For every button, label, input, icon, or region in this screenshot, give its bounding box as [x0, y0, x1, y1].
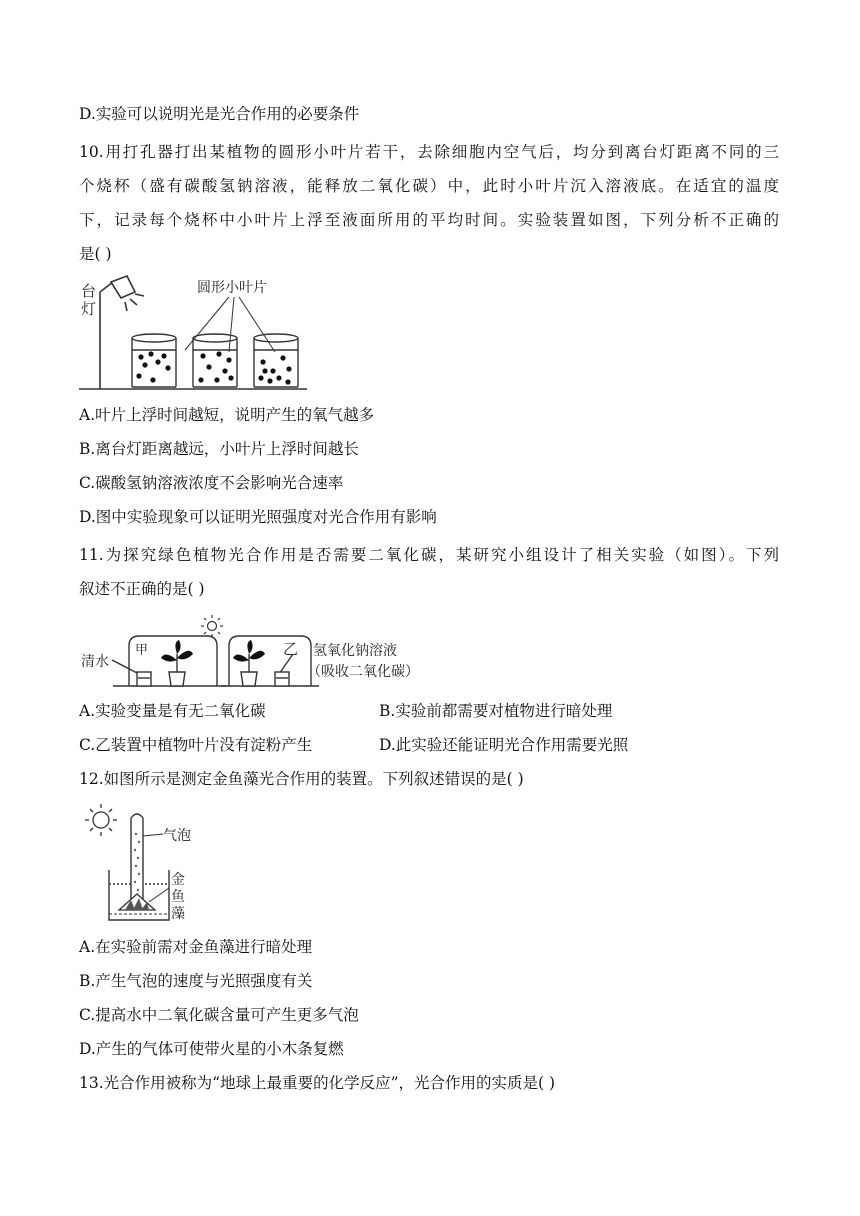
plant-label-2: 鱼	[171, 889, 185, 905]
q12-option-b: B.产生气泡的速度与光照强度有关	[79, 972, 313, 990]
q11-stem-line-1: 11.为探究绿色植物光合作用是否需要二氧化碳，某研究小组设计了相关实验（如图）。下列	[79, 546, 779, 564]
lamp-label-2: 灯	[81, 300, 97, 318]
water-label: 清水	[81, 654, 109, 670]
leaf-discs	[136, 351, 291, 384]
sun-icon	[201, 615, 223, 637]
q9-option-d: D.实验可以说明光是光合作用的必要条件	[79, 105, 360, 123]
q11-option-b: B.实验前都需要对植物进行暗处理	[379, 702, 613, 720]
sun-icon	[85, 804, 117, 836]
q10-option-d: D.图中实验现象可以证明光照强度对光合作用有影响	[79, 508, 437, 526]
bubble-label: 气泡	[163, 828, 191, 844]
q10-option-c: C.碳酸氢钠溶液浓度不会影响光合速率	[79, 474, 344, 492]
q11-stem-line-2: 叙述不正确的是( )	[79, 580, 205, 598]
potted-plant-yi	[233, 640, 265, 686]
q12-stem: 12.如图所示是测定金鱼藻光合作用的装置。下列叙述错误的是( )	[79, 770, 524, 788]
q12-figure-hornwort	[79, 798, 209, 924]
potted-plant-jia	[161, 640, 193, 686]
bell-jar-yi	[221, 636, 319, 686]
q10-option-b: B.离台灯距离越远，小叶片上浮时间越长	[79, 440, 359, 458]
jia-label: 甲	[135, 643, 149, 658]
leaf-label: 圆形小叶片	[197, 280, 267, 296]
q10-stem-line-3: 下，记录每个烧杯中小叶片上浮至液面所用的平均时间。实验装置如图，下列分析不正确的	[79, 211, 779, 229]
lamp-label-1: 台	[81, 282, 97, 300]
q10-stem-line-2: 个烧杯（盛有碳酸氢钠溶液，能释放二氧化碳）中，此时小叶片沉入溶液底。在适宜的温度	[79, 177, 779, 195]
q12-option-d: D.产生的气体可使带火星的小木条复燃	[79, 1040, 344, 1058]
q10-figure-lamp-beakers	[79, 272, 309, 394]
q10-stem-line-4: 是( )	[79, 245, 112, 263]
q11-option-c: C.乙装置中植物叶片没有淀粉产生	[79, 736, 313, 754]
q11-option-d: D.此实验还能证明光合作用需要光照	[379, 736, 629, 754]
q12-option-c: C.提高水中二氧化碳含量可产生更多气泡	[79, 1006, 359, 1024]
q11-figure-bell-jars	[79, 610, 459, 692]
naoh-note: （吸收二氧化碳）	[307, 664, 419, 680]
naoh-label: 氢氧化钠溶液	[313, 643, 397, 659]
q10-stem-line-1: 10.用打孔器打出某植物的圆形小叶片若干，去除细胞内空气后，均分到离台灯距离不同的三	[79, 143, 779, 161]
yi-label: 乙	[283, 640, 299, 658]
plant-label-1: 金	[171, 872, 185, 888]
q10-option-a: A.叶片上浮时间越短，说明产生的氧气越多	[79, 406, 375, 424]
q13-stem: 13.光合作用被称为“地球上最重要的化学反应”，光合作用的实质是( )	[79, 1074, 556, 1092]
q11-option-a: A.实验变量是有无二氧化碳	[79, 702, 266, 720]
q12-option-a: A.在实验前需对金鱼藻进行暗处理	[79, 938, 313, 956]
plant-label-3: 藻	[171, 906, 185, 922]
